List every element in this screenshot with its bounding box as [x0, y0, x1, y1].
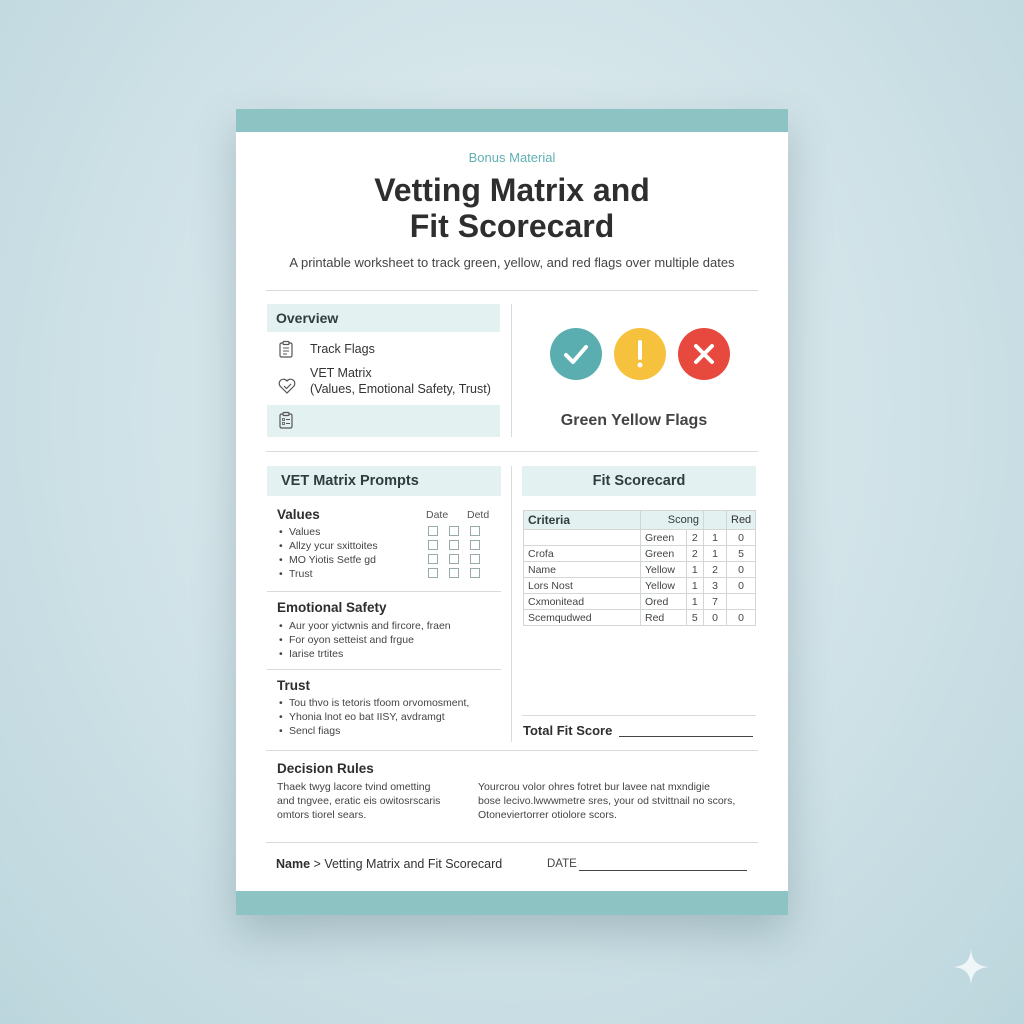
text-line: bose lecivo.lwwwmetre sres, your od stvittnail no scors,	[478, 795, 736, 807]
divider-vertical	[511, 466, 512, 742]
bottom-accent-band	[236, 891, 788, 915]
divider-vertical	[511, 304, 512, 437]
overview-item-vet-matrix	[310, 365, 491, 397]
list-item: • Aur yoor yictwnis and fircore, fraen	[289, 619, 451, 633]
checkbox[interactable]	[470, 554, 480, 564]
overview-item-vet-line2: (Values, Emotional Safety, Trust)	[310, 382, 491, 396]
table-cell	[524, 530, 641, 546]
checkbox[interactable]	[470, 568, 480, 578]
overview-item-track-flags: Track Flags	[310, 342, 375, 356]
sparkle-icon	[950, 946, 992, 988]
vet-matrix-heading: VET Matrix Prompts	[267, 466, 501, 496]
clipboard-icon	[277, 340, 295, 358]
eyebrow-label: Bonus Material	[468, 150, 556, 165]
list-item: • Yhonia lnot eo bat IISY, avdramgt	[289, 710, 469, 724]
list-item: • Values	[289, 525, 378, 539]
list-item: • For oyon setteist and frgue	[289, 633, 451, 647]
checkbox[interactable]	[428, 526, 438, 536]
table-cell: 3	[704, 578, 727, 594]
check-icon	[550, 328, 602, 380]
values-heading: Values	[277, 507, 320, 522]
column-header-blank	[704, 511, 727, 530]
table-row	[524, 594, 756, 610]
fit-scorecard-heading: Fit Scorecard	[522, 466, 756, 496]
checkbox[interactable]	[428, 568, 438, 578]
divider	[266, 290, 758, 291]
footer-name	[276, 857, 502, 871]
table-cell: 2	[686, 530, 703, 546]
checkbox[interactable]	[449, 568, 459, 578]
table-header-row	[524, 511, 756, 530]
table-cell: Lors Nost	[524, 578, 641, 594]
table-cell: 2	[686, 546, 703, 562]
table-cell: Green	[641, 546, 687, 562]
table-row	[524, 578, 756, 594]
table-row	[524, 530, 756, 546]
text-line: and tngvee, eratic eis owitosrscaris	[277, 795, 441, 807]
list-item: • Allzy ycur sxittoites	[289, 539, 378, 553]
table-cell: 7	[704, 594, 727, 610]
table-cell: 1	[686, 594, 703, 610]
checkbox[interactable]	[449, 540, 459, 550]
list-item: • Sencl fiags	[289, 724, 469, 738]
table-row	[524, 546, 756, 562]
footer-date-label: DATE	[547, 858, 577, 870]
table-row	[524, 610, 756, 626]
overview-item-vet-line1: VET Matrix	[310, 366, 372, 380]
flags-caption: Green Yellow Flags	[560, 412, 708, 429]
list-item: • MO Yiotis Setfe gd	[289, 553, 378, 567]
table-cell: Scemqudwed	[524, 610, 641, 626]
worksheet-page	[236, 109, 788, 915]
divider	[266, 842, 758, 843]
divider	[267, 669, 501, 670]
checkbox[interactable]	[470, 526, 480, 536]
emotional-safety-heading: Emotional Safety	[277, 600, 387, 615]
table-cell: 1	[704, 546, 727, 562]
divider	[266, 750, 758, 751]
table-cell: Yellow	[641, 578, 687, 594]
checkbox[interactable]	[470, 540, 480, 550]
table-cell: Ored	[641, 594, 687, 610]
values-col-detd: Detd	[467, 509, 490, 521]
top-accent-band	[236, 109, 788, 132]
table-cell: 1	[704, 530, 727, 546]
column-header-criteria: Criteria	[524, 511, 641, 530]
divider	[267, 591, 501, 592]
table-cell: 1	[686, 562, 703, 578]
title-line-2: Fit Scorecard	[409, 208, 615, 244]
divider	[266, 451, 758, 452]
trust-bullets	[277, 696, 469, 738]
trust-heading: Trust	[277, 678, 311, 693]
emotional-safety-bullets	[277, 619, 451, 661]
title-line-1: Vetting Matrix and	[374, 172, 650, 208]
checkbox[interactable]	[428, 554, 438, 564]
table-cell: Crofa	[524, 546, 641, 562]
fit-scorecard-table	[523, 510, 756, 626]
list-item: • Iarise trtites	[289, 647, 451, 661]
table-cell: 0	[727, 562, 756, 578]
checkbox[interactable]	[428, 540, 438, 550]
values-col-date: Date	[426, 509, 449, 521]
table-cell: 0	[727, 530, 756, 546]
table-cell: Cxmonitead	[524, 594, 641, 610]
table-cell: Red	[641, 610, 687, 626]
values-bullets	[277, 525, 378, 581]
column-header-scong: Scong	[641, 511, 704, 530]
table-cell: 5	[727, 546, 756, 562]
total-fit-score-field[interactable]	[619, 736, 753, 737]
x-icon	[678, 328, 730, 380]
checkbox[interactable]	[449, 526, 459, 536]
heart-check-icon	[277, 376, 297, 396]
table-cell: Yellow	[641, 562, 687, 578]
footer-name-label: Name	[276, 857, 311, 871]
table-cell	[727, 594, 756, 610]
checkbox[interactable]	[449, 554, 459, 564]
decision-rules-heading: Decision Rules	[277, 761, 374, 776]
table-cell: 5	[686, 610, 703, 626]
text-line: omtors tiorel sears.	[277, 809, 367, 821]
column-header-red: Red	[727, 511, 756, 530]
overview-checklist-row	[267, 405, 500, 437]
footer-name-value: Vetting Matrix and Fit Scorecard	[324, 857, 503, 871]
page-title	[236, 172, 788, 244]
table-cell: 0	[727, 610, 756, 626]
overview-heading: Overview	[267, 304, 500, 332]
text-line: Otoneviertorrer otiolore scors.	[478, 809, 617, 821]
table-cell: 0	[727, 578, 756, 594]
table-cell: 2	[704, 562, 727, 578]
text-line: Yourcrou volor ohres fotret bur lavee nat mxndigie	[478, 781, 710, 793]
divider	[522, 715, 756, 716]
table-cell: 1	[686, 578, 703, 594]
checklist-icon	[277, 411, 295, 429]
table-cell: Green	[641, 530, 687, 546]
list-item: • Tou thvo is tetoris tfoom orvomosment,	[289, 696, 469, 710]
total-fit-score-label: Total Fit Score	[523, 723, 613, 738]
table-cell: 0	[704, 610, 727, 626]
page-subtitle: A printable worksheet to track green, yellow, and red flags over multiple dates	[289, 255, 735, 270]
exclamation-icon	[614, 328, 666, 380]
text-line: Thaek twyg lacore tvind ometting	[277, 781, 431, 793]
decision-rules-left	[277, 780, 440, 822]
list-item: • Trust	[289, 567, 378, 581]
date-field[interactable]	[579, 870, 747, 871]
breadcrumb-separator: >	[313, 857, 321, 871]
decision-rules-right	[478, 780, 735, 822]
table-cell: Name	[524, 562, 641, 578]
table-row	[524, 562, 756, 578]
